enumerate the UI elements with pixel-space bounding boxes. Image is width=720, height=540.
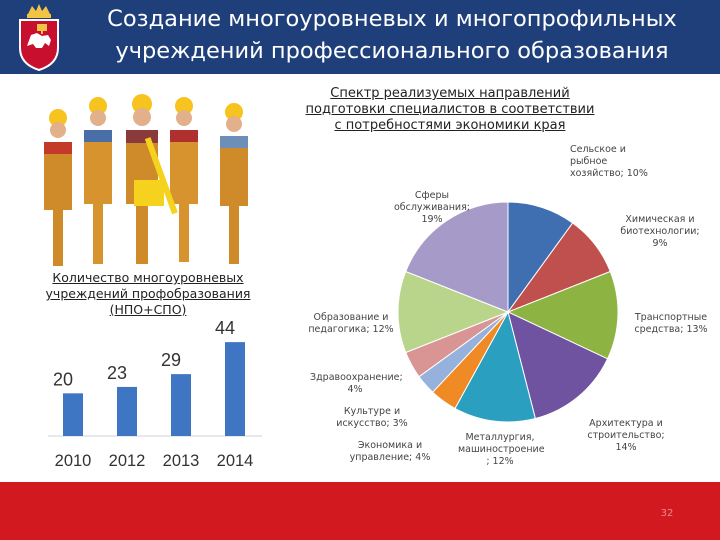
pie-label-transport: Транспортные средства; 13% [634, 312, 708, 335]
pie-chart [393, 197, 623, 427]
pie-label-architecture: Архитектура и строительство; 14% [587, 418, 665, 453]
worker-figure [220, 103, 248, 264]
pie-label-culture: Культуре и искусство; 3% [336, 406, 408, 429]
bar-2013 [171, 374, 191, 436]
page-title-line-2: учреждений профессионального образования [115, 38, 669, 64]
bar-2010 [63, 393, 83, 436]
pie-label-economics: Экономика и управление; 4% [349, 440, 431, 463]
perm-coat-of-arms-icon [14, 2, 64, 72]
worker-figure [84, 97, 112, 264]
bar-2012 [117, 387, 137, 436]
pie-label-metallurgy: Металлургия, машиностроение ; 12% [458, 432, 545, 467]
bar-value-label: 44 [214, 318, 236, 339]
bar-category-label: 2010 [54, 452, 92, 470]
bar-chart [40, 318, 280, 480]
bar-chart-title: Количество многоуровневых учреждений профобразования (НПО+СПО) [45, 270, 251, 317]
bar-2014 [225, 342, 245, 436]
header-bar [0, 0, 720, 74]
footer-bar [0, 482, 720, 540]
pie-label-services: Сферы обслуживания; 19% [393, 190, 471, 225]
bar-value-label: 23 [106, 362, 128, 383]
bar-category-label: 2013 [162, 452, 200, 470]
bar-category-label: 2014 [216, 452, 254, 470]
bar-value-label: 20 [52, 369, 74, 390]
pie-chart-title: Спектр реализуемых направлений подготовки специалистов в соответствии с потребностями экономики края [305, 86, 595, 133]
worker-figure [126, 94, 164, 264]
workers-group-image [36, 84, 268, 274]
page-number: 32 [660, 508, 674, 519]
bar-category-label: 2012 [108, 452, 146, 470]
page-title-line-1: Создание многоуровневых и многопрофильных [107, 6, 677, 32]
worker-figure [44, 109, 72, 266]
pie-label-agriculture: Сельское и рыбное хозяйство; 10% [570, 144, 648, 179]
pie-label-education: Образование и педагогика; 12% [308, 312, 394, 335]
pie-label-healthcare: Здравоохранение; 4% [310, 372, 403, 395]
bar-value-label: 29 [160, 350, 182, 371]
pie-label-chemistry: Химическая и биотехнологии; 9% [620, 214, 700, 249]
